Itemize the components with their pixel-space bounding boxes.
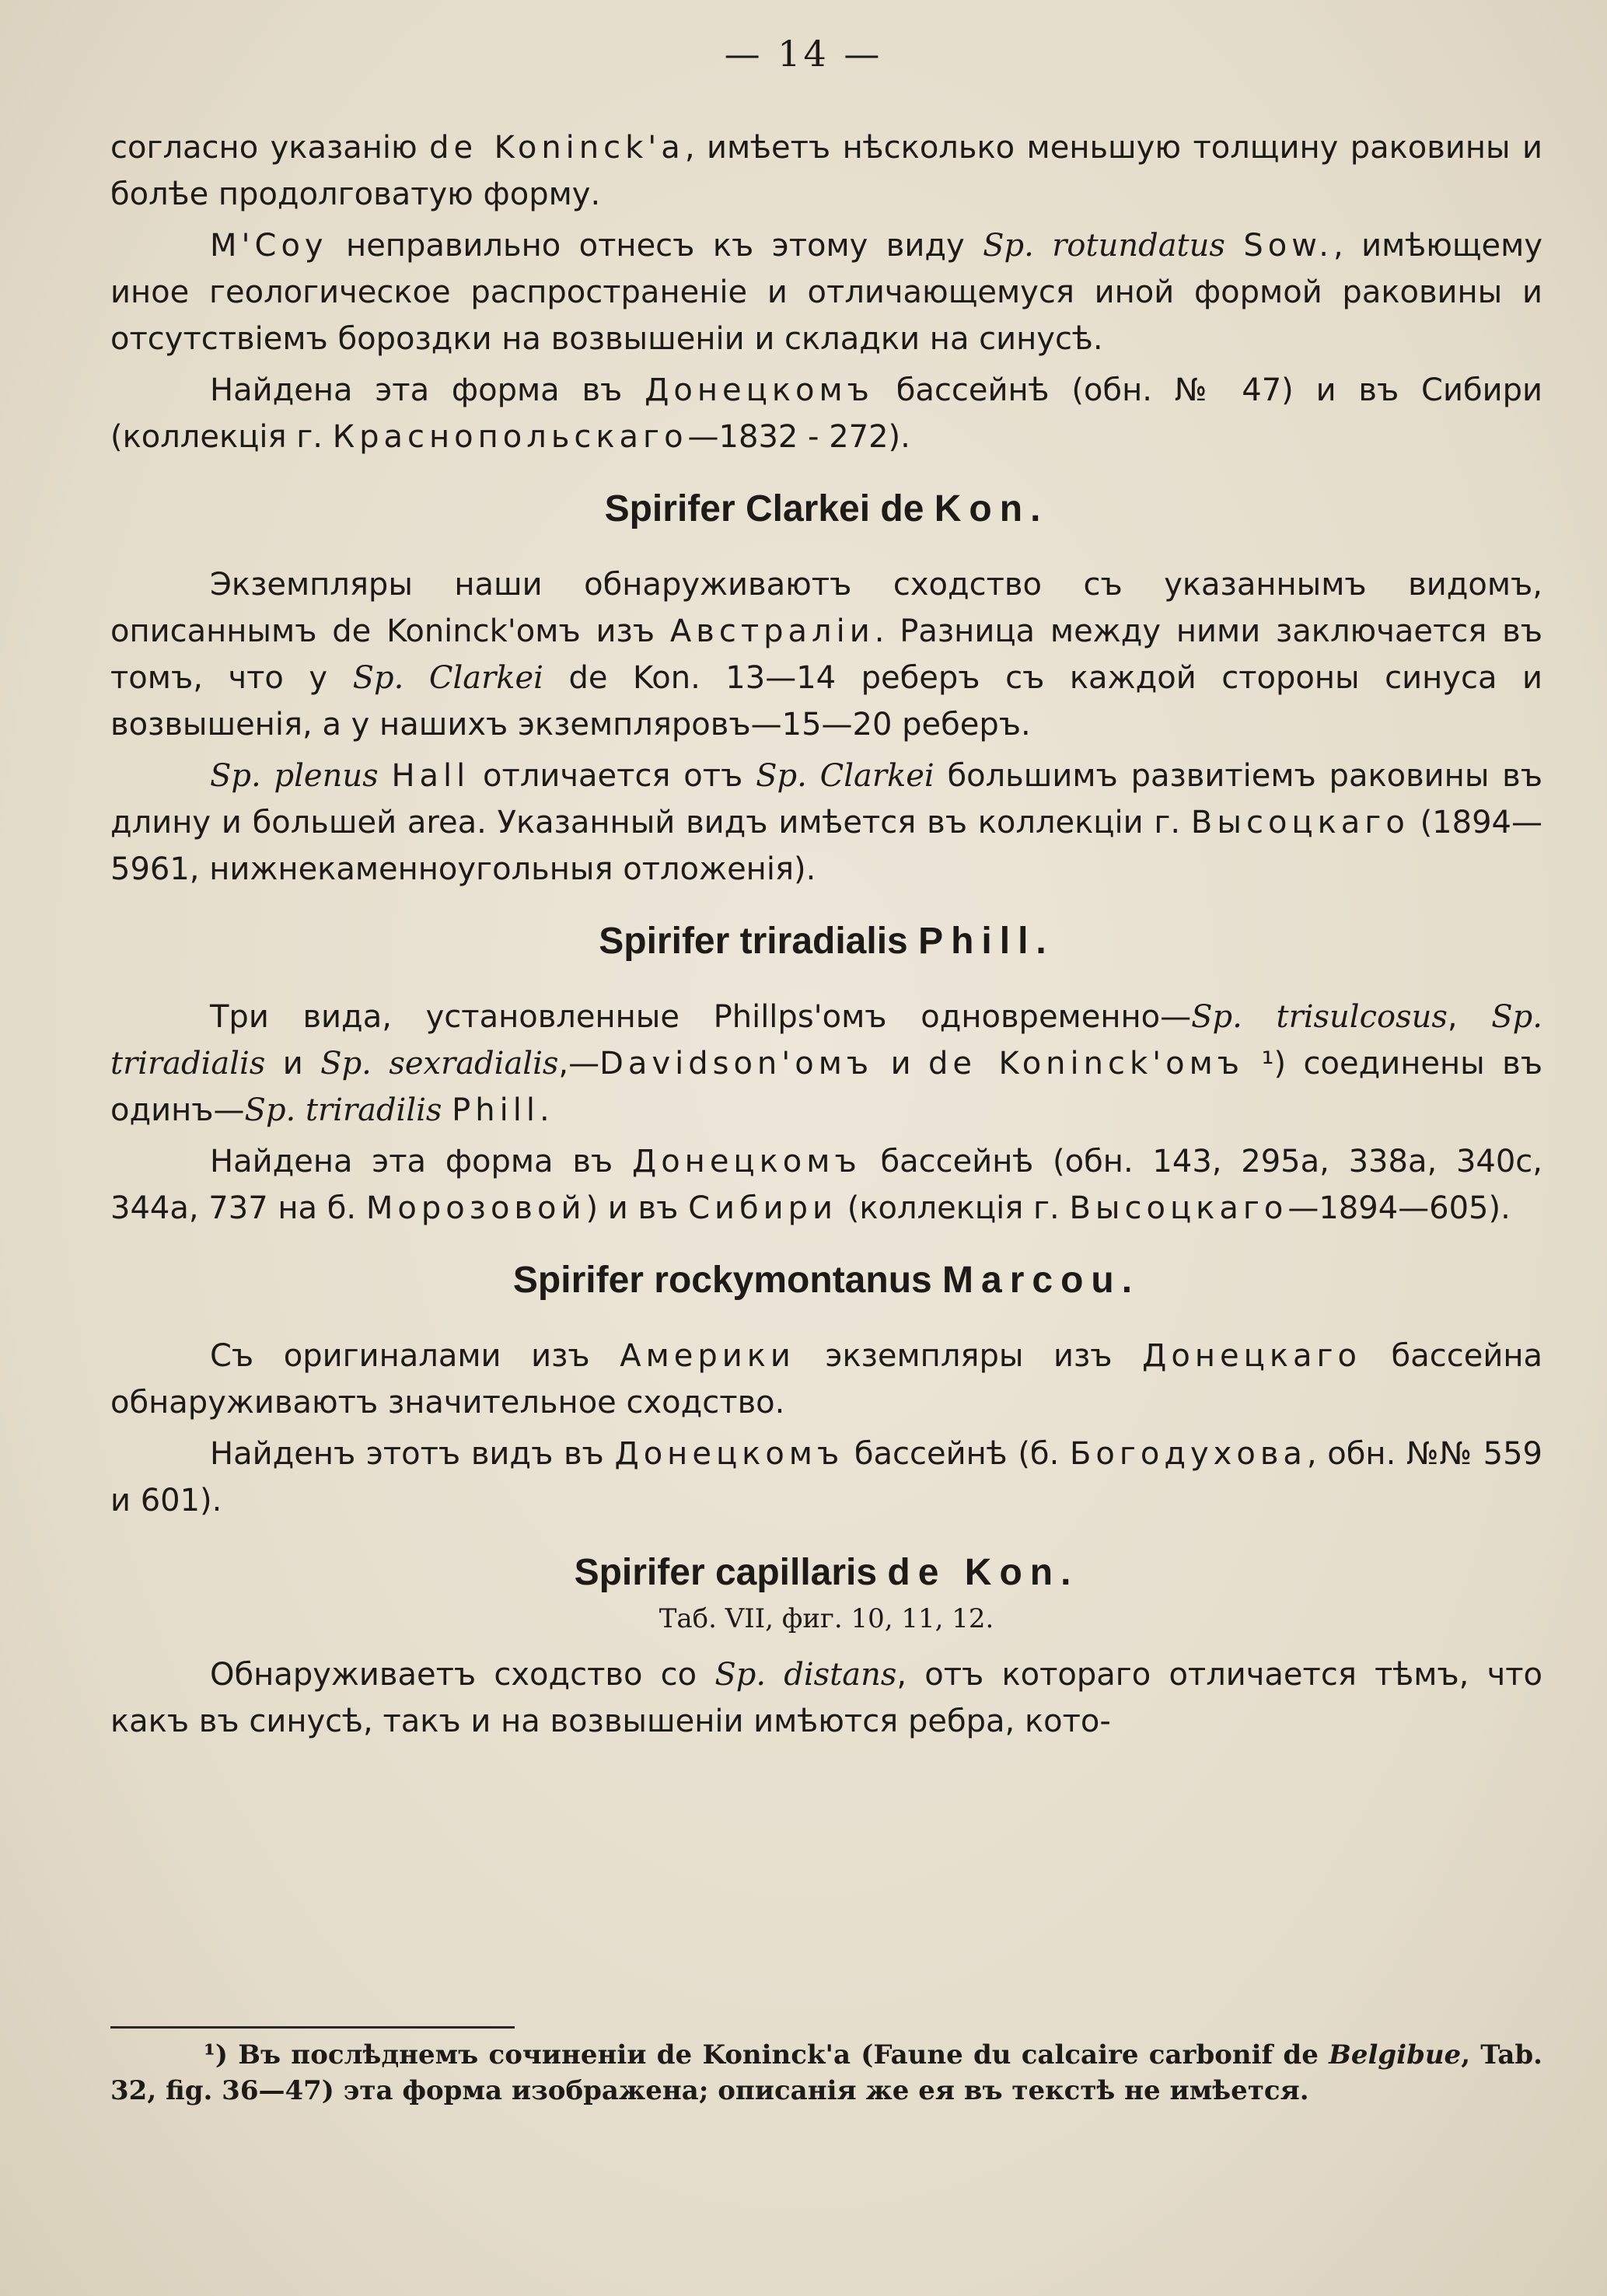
paragraph-konincki-continuation: согласно указанію de Koninck'a, имѣетъ нѣсколько меньшую толщину раковины и болѣе продолговатую форму. <box>110 130 1543 212</box>
paragraph-mcoy: M'Coy неправильно отнесъ къ этому виду Sp. rotundatus Sow., имѣющему иное геологическое распространеніе и отличающемуся иной формой раковины и отсутствіемъ бороздки на возвышеніи и складки на синусѣ. <box>110 228 1543 357</box>
paragraph-capillaris-description: Обнаруживаетъ сходство со Sp. distans, отъ котораго отличается тѣмъ, что какъ въ синусѣ, такъ и на возвышеніи имѣются ребра, кото- <box>110 1657 1542 1739</box>
paragraph-plenus: Sp. plenus Hall отличается отъ Sp. Clarkei большимъ развитіемъ раковины въ длину и большей area. Указанный видъ имѣется въ коллекціи г. Высоцкаго (1894—5961, нижнекаменноугольныя отложенія). <box>110 758 1543 887</box>
heading-spirifer-capillaris: Spirifer capillaris de Kon. <box>574 1552 1079 1593</box>
main-text <box>110 124 1542 1749</box>
heading-spirifer-triradialis: Spirifer triradialis Phill. <box>599 921 1054 962</box>
paragraph-locality-1: Найдена эта форма въ Донецкомъ бассейнѣ (обн. № 47) и въ Сибири (коллекція г. Краснопольскаго—1832 - 272). <box>110 372 1543 455</box>
paragraph-locality-2: Найдена эта форма въ Донецкомъ бассейнѣ (обн. 143, 295a, 338a, 340c, 344a, 737 на б. Морозовой) и въ Сибири (коллекція г. Высоцкаго—1894—605). <box>110 1144 1542 1226</box>
page-number: — 14 — <box>724 33 883 75</box>
paragraph-triradialis-synonymy: Три вида, установленные Phillps'омъ одновременно—Sp. trisulcosus, Sp. triradialis и Sp. sexradialis,—Davidson'омъ и de Koninck'омъ ¹) соединены въ одинъ—Sp. triradilis Phill. <box>110 999 1543 1128</box>
paragraph-rockymontanus-comparison: Съ оригиналами изъ Америки экземпляры изъ Донецкаго бассейна обнаруживаютъ значительное сходство. <box>110 1338 1542 1421</box>
paragraph-locality-3: Найденъ этотъ видъ въ Донецкомъ бассейнѣ (б. Богодухова, обн. №№ 559 и 601). <box>110 1436 1542 1518</box>
footnote: ¹) Въ послѣднемъ сочиненіи de Koninck'a (Faune du calcaire carbonif de Belgibue, Tab. 32, fig. 36—47) эта форма изображена; описанія же ея въ текстѣ не имѣется. <box>110 2039 1542 2106</box>
paragraph-clarkei-description: Экземпляры наши обнаруживаютъ сходство съ указаннымъ видомъ, описаннымъ de Koninck'омъ изъ Австраліи. Разница между ними заключается въ томъ, что у Sp. Clarkei de Kon. 13—14 реберъ съ каждой стороны синуса и возвышенія, а у нашихъ экземпляровъ—15—20 реберъ. <box>110 567 1542 743</box>
plate-reference: Таб. VII, фиг. 10, 11, 12. <box>659 1603 994 1634</box>
heading-spirifer-clarkei: Spirifer Clarkei de Kon. <box>604 488 1049 529</box>
footnote-rule <box>110 2026 515 2029</box>
heading-spirifer-rockymontanus: Spirifer rockymontanus Marcou. <box>512 1260 1141 1301</box>
